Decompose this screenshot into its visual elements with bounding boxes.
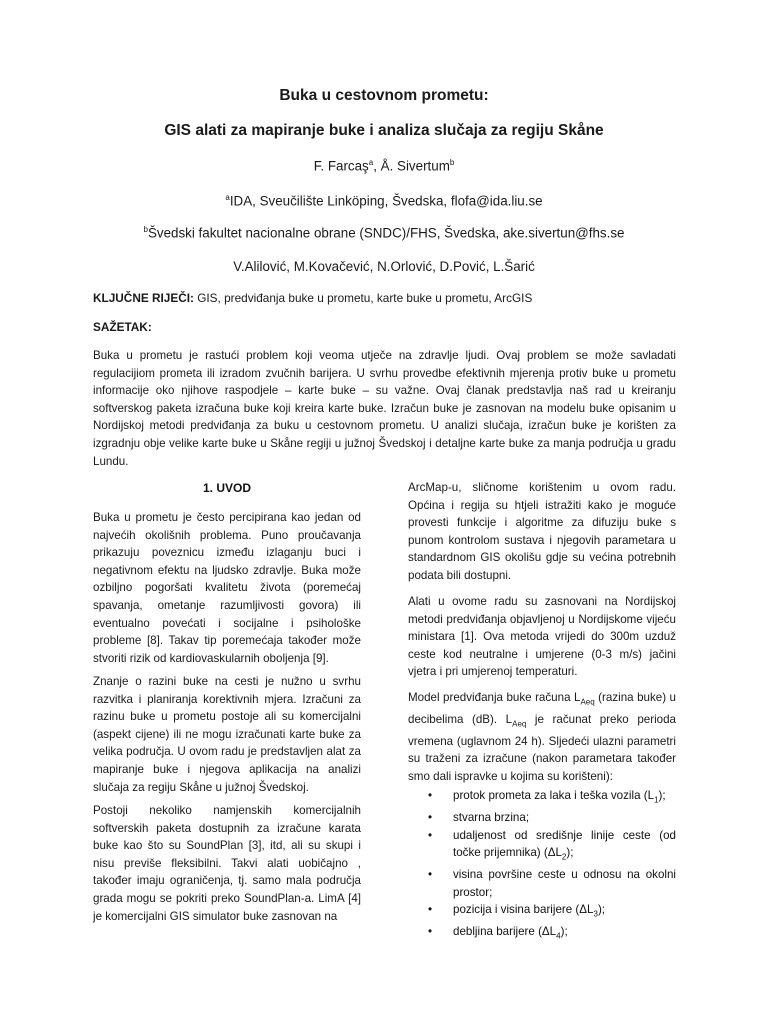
list-item-end: ); [597,903,606,917]
model-subscript-2: Aeq [512,719,527,729]
bullet-icon: • [428,810,433,824]
bullet-icon: • [428,903,433,917]
list-item [408,866,676,901]
left-paragraph-2: Znanje o razini buke na cesti je nužno u svrhu razvitka i planiranja korektivnih mjera. Izračuni za razinu buke u prometu postoje ali su komercijalni (aspekt cijene) ili ne mogu izračunati karte buke za velika područja. U ovom radu je predstavljen alat za mapiranje buke i njegova aplikacija na analizi slučaja za regiju Skåne u južnoj Švedskoj. [93,675,361,794]
translators-line: V.Alilović, M.Kovačević, N.Orlović, D.Pović, L.Šarić [233,259,535,274]
author-1: F. Farcaş [313,158,369,174]
list-item [408,809,676,827]
list-item-text: udaljenost od središnje linije ceste (od točke prijemnika) (ΔL [453,828,676,860]
title-line-2: GIS alati za mapiranje buke i analiza slučaja za regiju Skåne [164,122,604,139]
abstract-heading-text: SAŽETAK: [93,320,152,334]
list-item-text: visina površine ceste u odnosu na okolni prostor; [453,868,676,899]
affiliation-b-text: Švedski fakultet nacionalne obrane (SNDC)/FHS, Švedska, ake.sivertun@fhs.se [147,225,625,241]
model-subscript-1: Aeq [580,697,595,707]
author-separator: , [373,158,381,174]
list-item-end: ); [566,846,574,860]
affiliation-b-mark: b [143,225,148,234]
model-text-2: (razina buke) u decibelima (dB). L [408,691,676,726]
author-2-affil: b [449,158,455,167]
list-item-text: pozicija i visina barijere (ΔL [453,903,594,917]
list-item-text: protok prometa za laka i teška vozila (L [453,789,655,802]
right-paragraph-1: ArcMap-u, sličnome korištenim u ovom radu. Općina i regija su htjeli istražiti kako je moguće provesti funkcije i algoritme za difuziju buke s punom kontrolom sustava i njegovih parametara u standardnom GIS okolišu gdje su većina potrebnih podata bili dostupni. [408,481,676,582]
bullet-icon: • [428,828,433,842]
list-item-text: stvarna brzina; [453,810,530,824]
model-text-1: Model predviđanja buke računa L [408,691,581,704]
list-item [408,923,676,945]
list-item-end: ); [560,925,568,939]
abstract-heading [93,320,152,334]
list-item-subscript: 4 [556,931,561,941]
model-paragraph [408,689,676,786]
left-paragraph-3: Postoji nekoliko namjenskih komercijalnih softverskih paketa dostupnih za izračune karata buke kao što su SoundPlan [3], itd, ali su skupi i nisu previše fleksibilni. Takvi alati uobičajno , također imaju ograničenja, tj. samo mala područja grada mogu se pokriti preko SoundPlan-a. LimA [4] je komercijalni GIS simulator buke zasnovan na [93,804,361,923]
affiliation-b [0,225,768,240]
list-item-subscript: 2 [561,852,567,862]
keywords-line [93,291,532,305]
parameter-list [408,787,676,945]
model-text-3: je računat preko perioda vremena (uglavnom 24 h). Sljedeći ulazni parametri su traženi za izračune (nakon parametara također smo dali ispravke u kojima su korišteni): [408,712,676,783]
abstract-paragraph: Buka u prometu je rastući problem koji veoma utječe na zdravlje ljudi. Ovaj problem se može savladati regulacijiom prometa ili izradom zvučnih barijera. U svrhu provedbe efektivnih mjerenja protiv buke u prometu informacije oko njihove raspodjele – karte buke – su važne. Ovaj članak predstavlja naš rad u kreiranju softverskog paketa izračuna buke koji kreira karte buke. Izračun buke je zasnovan na modelu buke opisanim u Nordijskoj metodi predviđanja za buku u cestovnom prometu. U analizi slučaja, izračun buke je korišten za izgradnju obje velike karte buke u Skåne regiji u južnoj Švedskoj i detaljne karte buke za manja područja u gradu Lundu. [93,349,676,468]
list-item [408,901,676,923]
affiliation-a-mark: a [225,193,230,202]
section-heading-uvod: 1. UVOD [202,481,251,495]
affiliation-a-text: IDA, Sveučilište Linköping, Švedska, flofa@ida.liu.se [229,193,543,209]
keywords-label: KLJUČNE RIJEČI: [93,291,194,305]
right-paragraph-2: Alati u ovome radu su zasnovani na Nordijskoj metodi predviđanja objavljenoj u Nordijskome vijeću ministara [1]. Ova metoda vrijedi do 300m uzduž ceste kod neutralne i umjerene (0-3 m/s) jačini vjetra i pri umjerenoj temperaturi. [408,595,676,679]
title-line-1: Buka u cestovnom prometu: [279,87,489,104]
keywords-text: GIS, predviđanja buke u prometu, karte buke u prometu, ArcGIS [193,291,533,305]
left-paragraph-1: Buka u prometu je često percipirana kao jedan od najvećih okolišnih problema. Puno proučavanja prikazuju poveznicu između izlaganju buci i negativnom efektu na ljudsko zdravlje. Buka može ozbiljno pogoršati kvalitetu života (poremećaj spavanja, ometanje razumljivosti govora) ili eventualno povećati i socijalne i psihološke probleme [8]. Takav tip poremećaja također može stvoriti rizik od kardiovaskularnih oboljenja [9]. [93,511,361,665]
bullet-icon: • [428,868,433,881]
bullet-icon: • [428,925,433,939]
bullet-icon: • [428,789,433,802]
author-1-affil: a [368,158,374,167]
list-item [408,827,676,867]
affiliation-a [0,193,768,208]
list-item-end: ); [658,789,666,802]
authors-line [0,158,768,173]
list-item-subscript: 3 [593,909,598,919]
list-item-text: debljina barijere (ΔL [453,925,557,939]
list-item [408,787,676,809]
list-item-subscript: 1 [654,795,659,805]
author-2: Å. Sivertum [380,158,450,174]
